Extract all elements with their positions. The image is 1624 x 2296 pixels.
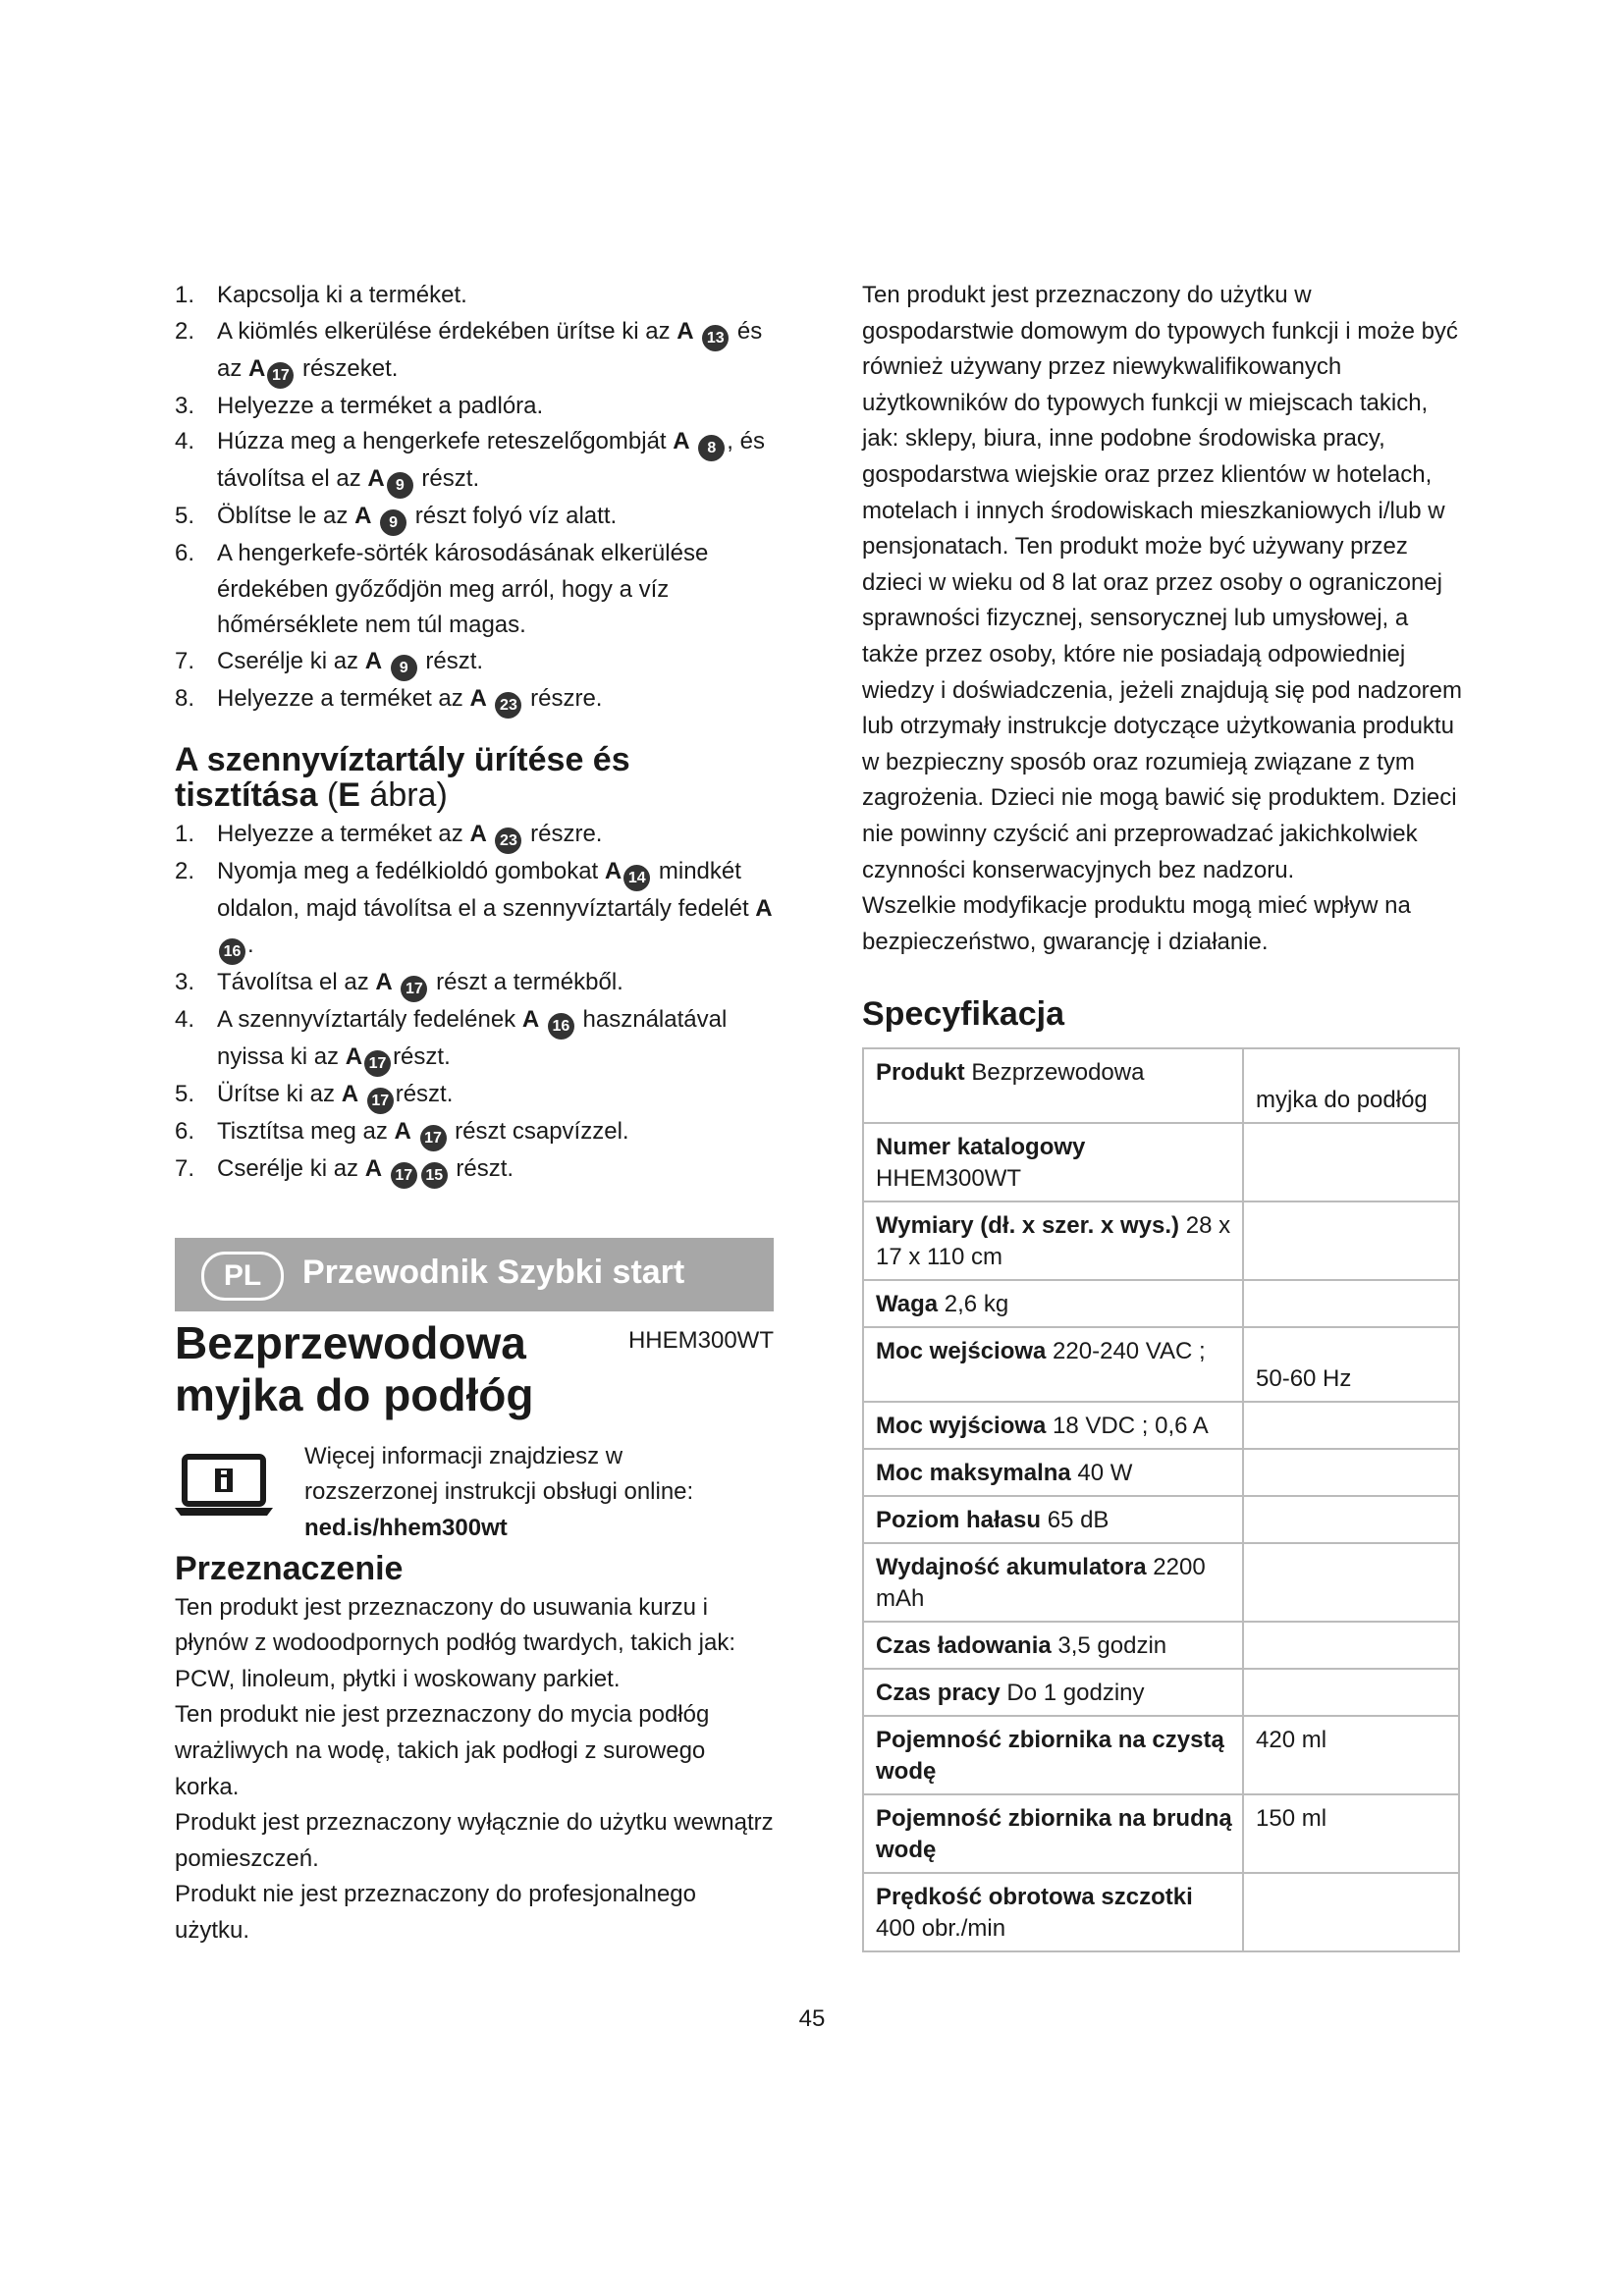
step-text [487, 821, 494, 847]
step-text: . [247, 931, 254, 958]
list-item [175, 854, 774, 965]
product-code: HHEM300WT [627, 1326, 774, 1354]
step-text: részt. [395, 1080, 454, 1107]
spec-label-cell [863, 1716, 1243, 1794]
manual-link[interactable]: ned.is/hhem300wt [304, 1514, 508, 1541]
page-number: 45 [798, 2005, 826, 2032]
list-item [175, 644, 774, 681]
spec-label-cell [863, 1669, 1243, 1716]
language-badge: PL [201, 1252, 284, 1301]
spec-label-cell [863, 1873, 1243, 1951]
spec-label-cell [863, 1794, 1243, 1873]
spec-value-cell: 150 ml [1243, 1794, 1459, 1873]
step-text: Ürítse ki az [217, 1080, 342, 1107]
list-item [175, 681, 774, 719]
spec-value: 28 x 17 x 110 cm [876, 1212, 1231, 1271]
spec-value-cell: myjka do podłóg [1243, 1048, 1459, 1123]
list-item [175, 965, 774, 1002]
table-row [863, 1622, 1459, 1669]
spec-label-cell [863, 1280, 1243, 1327]
part-letter: A [677, 317, 694, 345]
step-number: 3. [175, 968, 195, 995]
table-row [863, 1543, 1459, 1622]
spec-label-cell [863, 1622, 1243, 1669]
step-text: Helyezze a terméket az [217, 684, 470, 712]
product-title: Bezprzewodowa myjka do podłóg [175, 1316, 534, 1420]
step-number: 7. [175, 647, 195, 674]
part-letter: A [341, 1080, 359, 1107]
part-number-badge: 23 [495, 828, 521, 854]
part-number-badge: 9 [387, 472, 413, 499]
spec-value-cell [1243, 1280, 1459, 1327]
part-letter: A [367, 465, 385, 493]
step-text: használatával nyissa ki az [217, 1005, 728, 1070]
step-text: A hengerkefe-sörték károsodásának elkerülése érdekében győződjön meg arról, hogy a víz hőmérséklete nem túl magas. [217, 540, 709, 639]
spec-label: Moc wejściowa [876, 1338, 1047, 1365]
spec-value-cell [1243, 1402, 1459, 1449]
step-text: , és távolítsa el az [217, 428, 765, 493]
step-text: Kapcsolja ki a terméket. [217, 282, 467, 308]
spec-label: Poziom hałasu [876, 1507, 1042, 1534]
spec-value: 65 dB [1041, 1507, 1110, 1534]
step-text: részt. [449, 1154, 514, 1182]
part-letter: A [354, 503, 372, 530]
step-text: részre. [523, 684, 603, 712]
table-row [863, 1873, 1459, 1951]
brush-cleaning-steps [175, 278, 774, 719]
part-number-badge: 9 [380, 509, 406, 536]
spec-value-cell [1243, 1669, 1459, 1716]
list-item [175, 499, 774, 536]
spec-label-cell [863, 1201, 1243, 1280]
spec-label: Pojemność zbiornika na czystą wodę [876, 1727, 1224, 1786]
step-text: A kiömlés elkerülése érdekében ürítse ki az [217, 317, 677, 345]
part-letter: A [469, 684, 487, 712]
part-letter: A [375, 968, 393, 995]
table-row [863, 1123, 1459, 1201]
step-text [487, 685, 494, 712]
online-text: Więcej informacji znajdziesz w rozszerzonej instrukcji obsługi online: ned.is/hhem300wt [304, 1439, 693, 1547]
list-item [175, 314, 774, 389]
spec-value: 3,5 godzin [1051, 1632, 1167, 1660]
intended-use-text [862, 278, 1465, 960]
step-number: 1. [175, 820, 195, 847]
spec-value: 40 W [1070, 1460, 1133, 1487]
step-text: részeket. [296, 354, 399, 382]
step-text: részre. [523, 820, 603, 847]
spec-value-cell [1243, 1873, 1459, 1951]
spec-value-cell [1243, 1201, 1459, 1280]
spec-label-cell [863, 1543, 1243, 1622]
step-text: részt folyó víz alatt. [408, 503, 618, 530]
spec-label-cell [863, 1402, 1243, 1449]
table-row [863, 1496, 1459, 1543]
list-item [175, 1151, 774, 1189]
part-letter: A [394, 1117, 411, 1145]
step-number: 8. [175, 684, 195, 712]
spec-label: Czas pracy [876, 1680, 1001, 1707]
part-number-badge: 15 [421, 1162, 448, 1189]
paragraph: Ten produkt jest przeznaczony do usuwania kurzu i płynów z wodoodpornych podłóg twardych, takich jak: PCW, linoleum, płytki i woskowany parkiet. [175, 1593, 735, 1692]
spec-value-cell [1243, 1543, 1459, 1622]
step-text [411, 1118, 418, 1145]
table-row [863, 1794, 1459, 1873]
spec-value: 2,6 kg [938, 1291, 1009, 1318]
step-number: 4. [175, 428, 195, 455]
part-letter: A [345, 1042, 363, 1070]
spec-table [862, 1047, 1460, 1952]
spec-label: Wymiary (dł. x szer. x wys.) [876, 1212, 1180, 1240]
step-text: Helyezze a terméket az [217, 820, 470, 847]
spec-label: Moc wyjściowa [876, 1413, 1047, 1440]
step-text: Távolítsa el az [217, 968, 376, 995]
table-row [863, 1201, 1459, 1280]
banner-title: Przewodnik Szybki start [302, 1253, 685, 1291]
spec-label: Produkt [876, 1059, 965, 1087]
spec-value-cell: 50-60 Hz [1243, 1327, 1459, 1402]
paragraph: Produkt jest przeznaczony wyłącznie do użytku wewnątrz pomieszczeń. [175, 1809, 774, 1872]
list-item [175, 1002, 774, 1077]
step-text: részt. [393, 1042, 451, 1070]
table-row [863, 1669, 1459, 1716]
spec-label: Wydajność akumulatora [876, 1554, 1147, 1581]
step-text: részt a termékből. [429, 968, 623, 995]
step-text [694, 318, 701, 345]
step-text [358, 1081, 365, 1107]
spec-label-cell [863, 1496, 1243, 1543]
table-row [863, 1716, 1459, 1794]
part-letter: A [604, 857, 623, 884]
step-number: 2. [175, 317, 195, 345]
spec-value: 18 VDC ; 0,6 A [1046, 1413, 1209, 1440]
part-number-badge: 23 [495, 692, 521, 719]
list-item [175, 1077, 774, 1114]
spec-label: Pojemność zbiornika na brudną wodę [876, 1805, 1232, 1864]
spec-value: HHEM300WT [876, 1165, 1022, 1193]
spec-heading: Specyfikacja [862, 995, 1065, 1034]
step-text: és az [217, 317, 763, 382]
part-letter: A [673, 428, 690, 455]
step-text: A szennyvíztartály fedelének [217, 1005, 522, 1033]
part-letter: A [248, 354, 266, 382]
part-letter: A [521, 1005, 540, 1033]
paragraph: Ten produkt jest przeznaczony do użytku w gospodarstwie domowym do typowych funkcji i może być również używany przez niewykwalifikowanych użytkowników do typowych funkcji w miejscach takich, jak: sklepy, biura, inne podobne środowiska pracy, gospodarstwa wiejskie oraz przez klientów w hotelach, motelach i innych środowiskach mieszkaniowych i/lub w pensjonatach. Ten produkt może być używany przez dzieci w wieku od 8 lat oraz przez osoby o ograniczonej sprawności fizycznej, sensorycznej lub umysłowej, a także przez osoby, które nie posiadają odpowiedniej wiedzy i doświadczenia, jeżeli znajdują się pod nadzorem lub otrzymały instrukcje dotyczące użytkowania produktu w bezpieczny sposób oraz rozumieją związane z tym zagrożenia. Dzieci nie mogą bawić się produktem. Dzieci nie powinny czyścić ani przeprowadzać jakichkolwiek czynności konserwacyjnych bez nadzoru. [862, 282, 1463, 883]
step-number: 1. [175, 282, 195, 308]
part-number-badge: 17 [420, 1125, 447, 1151]
step-text: Tisztítsa meg az [217, 1117, 395, 1145]
paragraph: Produkt nie jest przeznaczony do profesjonalnego użytku. [175, 1881, 696, 1944]
purpose-heading: Przeznaczenie [175, 1549, 404, 1587]
part-number-badge: 9 [391, 655, 417, 681]
part-number-badge: 17 [367, 1088, 394, 1114]
step-number: 7. [175, 1154, 195, 1182]
step-number: 4. [175, 1005, 195, 1033]
step-number: 6. [175, 540, 195, 567]
spec-value: Do 1 godziny [1000, 1680, 1145, 1707]
table-row [863, 1048, 1459, 1123]
wastewater-tank-steps [175, 817, 774, 1189]
table-row [863, 1280, 1459, 1327]
part-number-badge: 17 [364, 1050, 391, 1077]
spec-label: Moc maksymalna [876, 1460, 1071, 1487]
step-text: részt. [418, 647, 484, 674]
list-item [175, 389, 774, 425]
quick-start-banner [175, 1238, 774, 1311]
step-text: Húzza meg a hengerkefe reteszelőgombját [217, 428, 674, 455]
part-number-badge: 17 [267, 362, 294, 389]
list-item [175, 278, 774, 314]
spec-value: Bezprzewodowa [964, 1059, 1145, 1087]
step-text: Cserélje ki az [217, 647, 365, 674]
step-text: Cserélje ki az [217, 1154, 365, 1182]
part-letter: A [364, 1154, 383, 1182]
step-text: Öblítse le az [217, 503, 355, 530]
list-item [175, 817, 774, 854]
spec-value-cell: 420 ml [1243, 1716, 1459, 1794]
paragraph: Ten produkt nie jest przeznaczony do mycia podłóg wrażliwych na wodę, takich jak podłogi z surowego korka. [175, 1701, 710, 1800]
purpose-text [175, 1590, 774, 1949]
list-item [175, 1114, 774, 1151]
part-letter: A [469, 820, 487, 847]
part-number-badge: 14 [623, 865, 650, 891]
spec-value: 2200 mAh [876, 1554, 1206, 1613]
spec-value-cell [1243, 1622, 1459, 1669]
step-text [539, 1006, 546, 1033]
step-text: Nyomja meg a fedélkioldó gombokat [217, 857, 605, 884]
spec-label: Waga [876, 1291, 939, 1318]
step-text: részt csapvízzel. [448, 1117, 629, 1145]
spec-value-cell [1243, 1496, 1459, 1543]
step-number: 5. [175, 1080, 195, 1107]
wastewater-section-heading: A szennyvíztartály ürítése és tisztítása (E ábra) [175, 740, 630, 814]
spec-value-cell [1243, 1449, 1459, 1496]
list-item [175, 424, 774, 499]
step-text [371, 503, 378, 529]
right-column [862, 278, 1465, 1952]
step-text [393, 969, 400, 995]
spec-value: 220-240 VAC ; [1046, 1338, 1206, 1365]
step-number: 6. [175, 1117, 195, 1145]
spec-value-cell [1243, 1123, 1459, 1201]
left-column [175, 278, 774, 1949]
step-text: mindkét oldalon, majd távolítsa el a szennyvíztartály fedelét [217, 857, 756, 922]
part-number-badge: 16 [548, 1013, 574, 1040]
table-row [863, 1449, 1459, 1496]
spec-value: 400 obr./min [876, 1915, 1006, 1943]
table-row [863, 1327, 1459, 1402]
list-item [175, 536, 774, 644]
spec-label: Czas ładowania [876, 1632, 1052, 1660]
step-number: 3. [175, 392, 195, 419]
step-text [382, 648, 389, 674]
step-number: 2. [175, 857, 195, 884]
paragraph: Wszelkie modyfikacje produktu mogą mieć wpływ na bezpieczeństwo, gwarancję i działanie. [862, 892, 1411, 955]
part-number-badge: 13 [702, 325, 729, 351]
spec-label-cell [863, 1123, 1243, 1201]
step-text [690, 428, 697, 454]
product-header [175, 1315, 774, 1429]
part-number-badge: 17 [391, 1162, 417, 1189]
part-letter: A [755, 894, 773, 922]
spec-label: Prędkość obrotowa szczotki [876, 1884, 1193, 1911]
spec-label-cell [863, 1449, 1243, 1496]
step-text: Helyezze a terméket a padlóra. [217, 392, 544, 419]
part-number-badge: 8 [698, 435, 725, 461]
step-text [382, 1155, 389, 1182]
step-text: részt. [414, 465, 480, 493]
part-letter: A [364, 647, 383, 674]
part-number-badge: 16 [219, 938, 245, 965]
spec-label-cell [863, 1048, 1243, 1123]
table-row [863, 1402, 1459, 1449]
laptop-info-icon [175, 1451, 273, 1520]
online-manual-info [175, 1439, 774, 1547]
spec-label-cell [863, 1327, 1243, 1402]
part-number-badge: 17 [401, 976, 427, 1002]
step-number: 5. [175, 503, 195, 530]
spec-label: Numer katalogowy [876, 1134, 1086, 1161]
